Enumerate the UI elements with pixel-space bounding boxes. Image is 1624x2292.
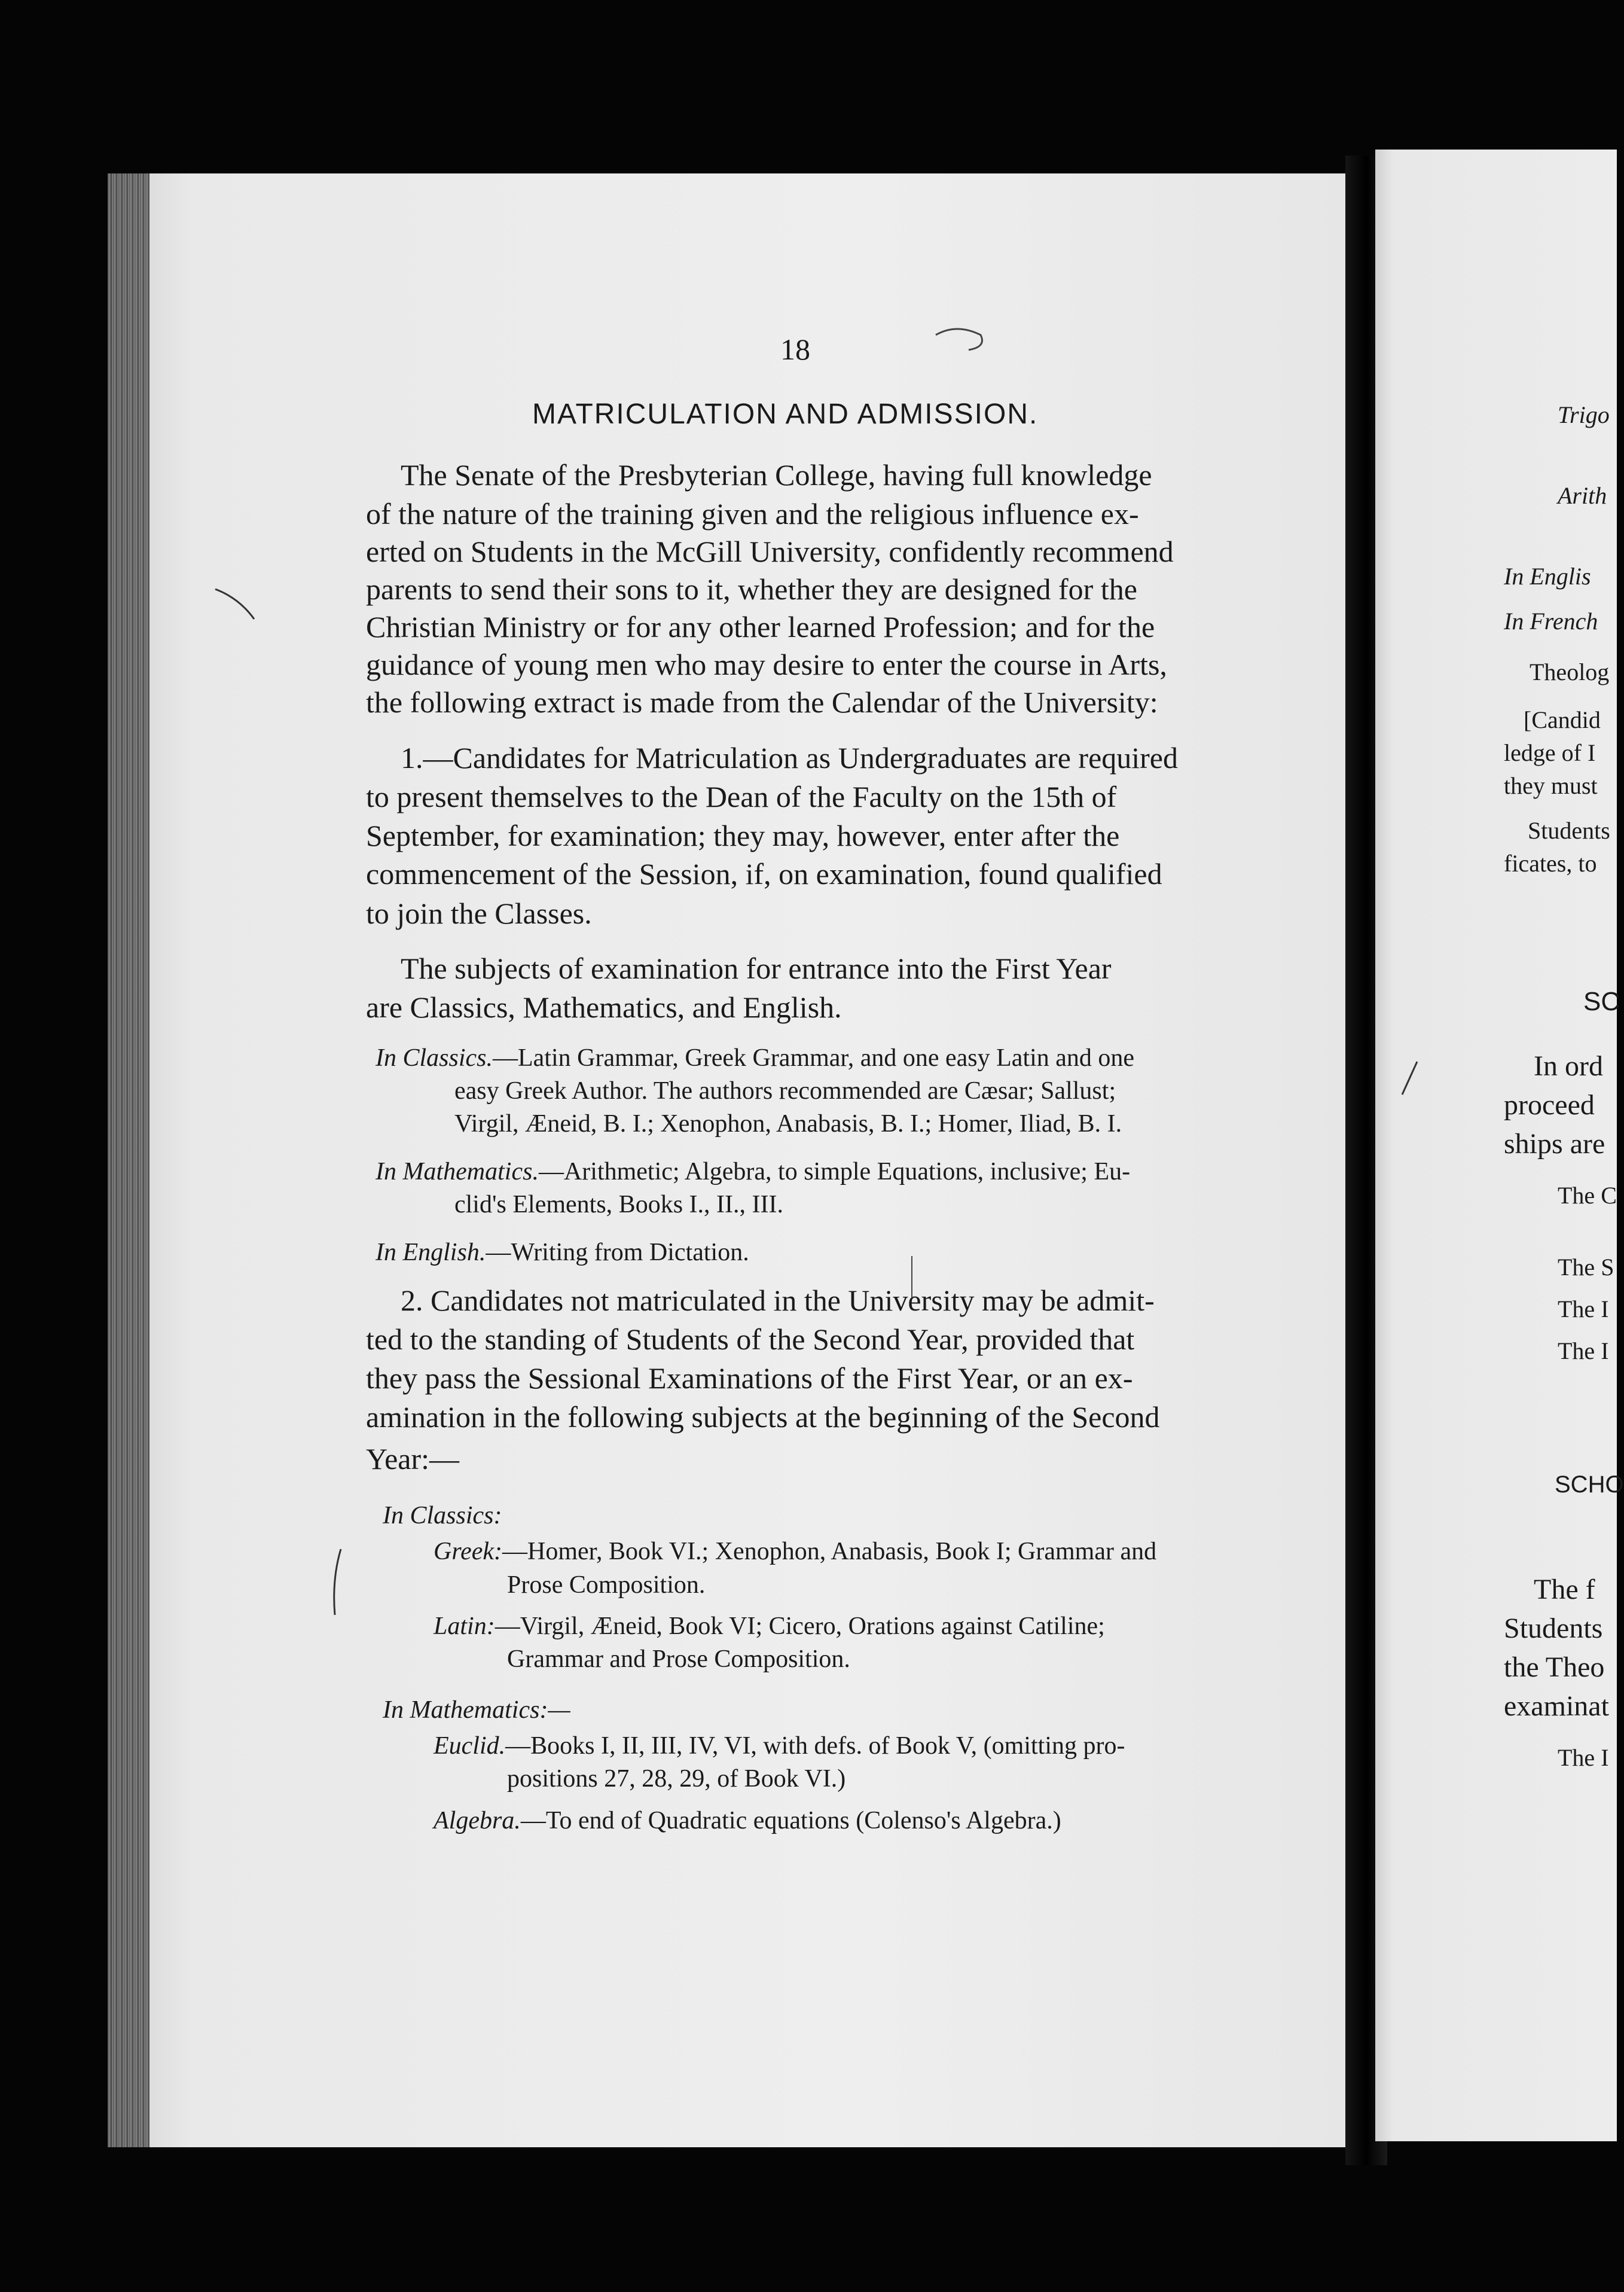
para1-line: commencement of the Session, if, on examination, found qualified xyxy=(366,857,1162,891)
page-number: 18 xyxy=(780,333,810,366)
right-fragment: ships are xyxy=(1504,1128,1605,1160)
para2-line: they pass the Sessional Examinations of the First Year, or an ex- xyxy=(366,1361,1133,1395)
algebra-label: Algebra. xyxy=(434,1807,521,1834)
english-label: In English. xyxy=(376,1239,486,1266)
para1-line: to present themselves to the Dean of the Faculty on the 15th of xyxy=(366,780,1117,813)
right-fragment: SC xyxy=(1583,987,1620,1016)
right-fragment: In ord xyxy=(1534,1050,1603,1082)
right-fragment: The I xyxy=(1558,1744,1609,1771)
classics-line: easy Greek Author. The authors recommended are Cæsar; Sallust; xyxy=(454,1077,1116,1105)
latin-text: —Virgil, Æneid, Book VI; Cicero, Orations against Catiline; xyxy=(494,1613,1105,1640)
right-fragment: Arith xyxy=(1558,482,1607,509)
classics-label: In Classics. xyxy=(376,1044,493,1072)
greek-text: —Homer, Book VI.; Xenophon, Anabasis, Book I; Grammar and xyxy=(502,1538,1157,1565)
para2-line: ted to the standing of Students of the Second Year, provided that xyxy=(366,1322,1135,1356)
math-line: clid's Elements, Books I., II., III. xyxy=(454,1191,783,1218)
intro-line: erted on Students in the McGill University, confidently recommend xyxy=(366,535,1174,568)
latin-line: Grammar and Prose Composition. xyxy=(507,1645,850,1673)
right-fragment: they must xyxy=(1504,772,1598,799)
page-heading: MATRICULATION AND ADMISSION. xyxy=(532,398,1039,430)
para1-line: 1.—Candidates for Matriculation as Undergraduates are required xyxy=(401,741,1178,775)
classics2-label: In Classics: xyxy=(383,1502,502,1529)
algebra-text: —To end of Quadratic equations (Colenso's Algebra.) xyxy=(520,1807,1061,1834)
right-fragment: examinat xyxy=(1504,1690,1609,1722)
right-fragment: The I xyxy=(1558,1337,1609,1364)
intro-line: parents to send their sons to it, whether they are designed for the xyxy=(366,572,1137,606)
euclid-line: positions 27, 28, 29, of Book VI.) xyxy=(507,1765,846,1793)
classics-line: Virgil, Æneid, B. I.; Xenophon, Anabasis, B. I.; Homer, Iliad, B. I. xyxy=(454,1110,1122,1138)
greek-line: Prose Composition. xyxy=(507,1571,706,1599)
right-fragment: SCHO xyxy=(1555,1471,1624,1498)
right-fragment: The C xyxy=(1558,1182,1617,1209)
right-fragment: The I xyxy=(1558,1296,1609,1322)
intro-line: of the nature of the training given and the religious influence ex- xyxy=(366,497,1139,531)
right-fragment: proceed xyxy=(1504,1089,1595,1121)
para2-line: 2. Candidates not matriculated in the University may be admit- xyxy=(401,1284,1155,1317)
para1-line: to join the Classes. xyxy=(366,897,592,930)
intro-line: guidance of young men who may desire to enter the course in Arts, xyxy=(366,648,1167,681)
para1-line: September, for examination; they may, however, enter after the xyxy=(366,819,1120,852)
english-text: —Writing from Dictation. xyxy=(486,1239,749,1266)
euclid-label: Euclid. xyxy=(434,1732,506,1760)
right-fragment: Students xyxy=(1504,1613,1603,1644)
math-text: —Arithmetic; Algebra, to simple Equations, inclusive; Eu- xyxy=(538,1158,1131,1185)
subjects-line: are Classics, Mathematics, and English. xyxy=(366,990,842,1024)
right-fragment: Trigo xyxy=(1558,401,1610,428)
latin-label: Latin: xyxy=(434,1613,495,1640)
right-fragment: The f xyxy=(1534,1574,1595,1605)
right-fragment: In Englis xyxy=(1504,563,1591,590)
para2-line: amination in the following subjects at the beginning of the Second xyxy=(366,1400,1160,1434)
euclid-text: —Books I, II, III, IV, VI, with defs. of Book V, (omitting pro- xyxy=(505,1732,1125,1760)
right-fragment: ficates, to xyxy=(1504,850,1597,877)
intro-line: The Senate of the Presbyterian College, having full knowledge xyxy=(401,458,1152,492)
math-label: In Mathematics. xyxy=(376,1158,539,1185)
right-fragment: [Candid xyxy=(1524,706,1601,733)
subjects-line: The subjects of examination for entrance into the First Year xyxy=(401,952,1112,985)
right-fragment: The S xyxy=(1558,1254,1614,1281)
intro-line: the following extract is made from the Calendar of the University: xyxy=(366,685,1158,719)
right-fragment: In French xyxy=(1504,608,1598,635)
intro-line: Christian Ministry or for any other learned Profession; and for the xyxy=(366,610,1155,644)
math2-label: In Mathematics:— xyxy=(383,1696,570,1724)
right-fragment: Theolog xyxy=(1530,659,1610,685)
para2-line: Year:— xyxy=(366,1442,460,1476)
right-fragment: Students xyxy=(1528,817,1610,844)
greek-label: Greek: xyxy=(434,1538,503,1565)
classics-text: —Latin Grammar, Greek Grammar, and one easy Latin and one xyxy=(493,1044,1135,1072)
right-fragment: the Theo xyxy=(1504,1651,1605,1683)
right-fragment: ledge of I xyxy=(1504,739,1596,766)
